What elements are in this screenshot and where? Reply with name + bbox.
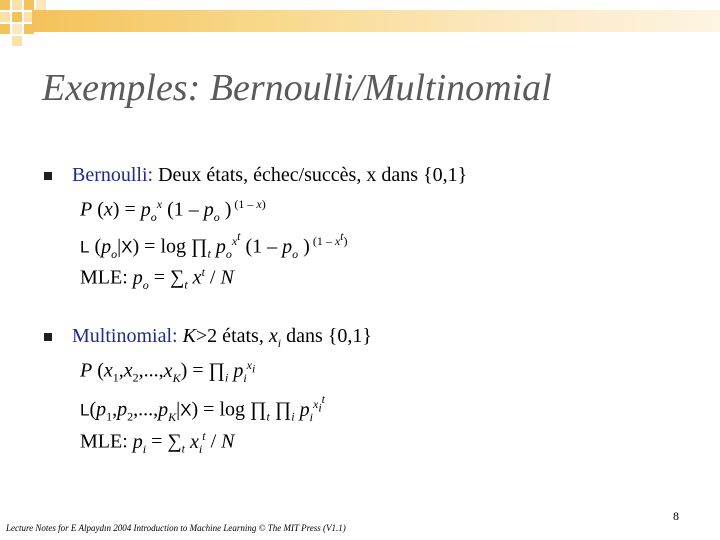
bernoulli-loglik: L $(p_o|X) = \log$ $\prod_t$ $p_o^{x^t}$ ($1 - p_o$ ) $^{(1 - x^t)}$ — [80, 229, 348, 261]
slide-title: Exemples: Bernoulli/Multinomial — [42, 67, 552, 109]
multinomial-label: Multinomial: — [72, 325, 178, 347]
bernoulli-description: Deux états, échec/succès, x dans {0,1} — [153, 164, 468, 186]
bullet-icon — [44, 172, 52, 180]
page-number: 8 — [673, 509, 679, 523]
footer-credit: Lecture Notes for E Alpaydın 2004 Introduction to Machine Learning © The MIT Press (V1.1) — [6, 523, 346, 533]
bullet-icon — [44, 333, 52, 341]
header-gradient-bar — [32, 10, 720, 32]
multinomial-heading: Multinomial: K>2 états, $x_i$ dans {0,1} — [72, 325, 372, 350]
multinomial-mle: MLE: $p_i = \sum_t$ $x_i^t$ / N — [80, 429, 235, 456]
multinomial-loglik: $L(p_1,p_2,...,p_K|X) = \log$ $\prod_t$ $\prod_i$ $p_i^{x_i^t}$ — [80, 392, 325, 424]
bernoulli-label: Bernoulli: — [72, 164, 154, 186]
bernoulli-mle: MLE: $p_o = \sum_t$ $x^t$ / N — [80, 265, 234, 292]
multinomial-likelihood: P $(x_1,x_2,...,x_K)$ = $\prod_i$ $p_i^{x_i}$ — [80, 358, 256, 385]
bernoulli-likelihood: P $(x) = p_o^x$ ($1 - p_o$ ) $^{(1 - x)}$ — [80, 197, 266, 224]
bernoulli-heading — [72, 164, 467, 187]
